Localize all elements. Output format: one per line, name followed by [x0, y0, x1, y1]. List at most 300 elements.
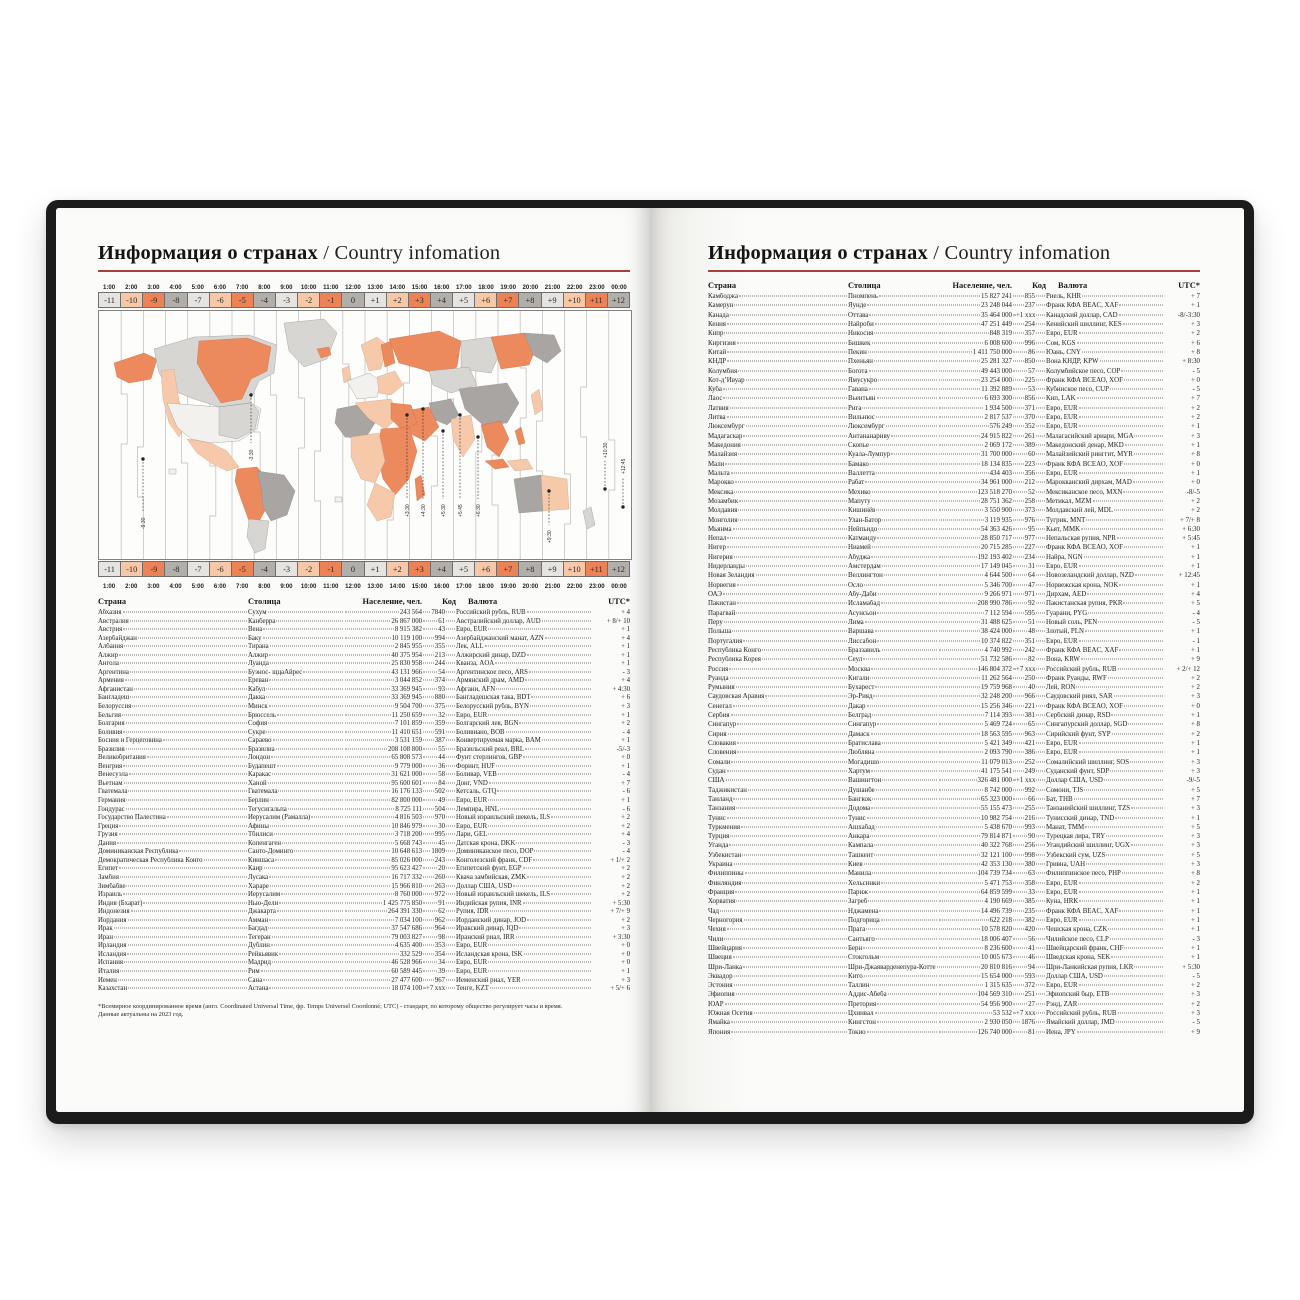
footnote	[98, 1003, 630, 1020]
table-row	[708, 386, 1200, 395]
dot-leader	[1036, 985, 1045, 986]
code-cell: 258	[1012, 498, 1046, 505]
country-cell: Малайзия	[708, 451, 848, 458]
capital-cell: Дублин	[248, 942, 344, 949]
dot-leader	[1077, 342, 1163, 343]
currency-cell: Швейцарский франк, CHF	[1046, 945, 1164, 952]
country-cell: Дания	[98, 840, 248, 847]
dot-leader	[939, 975, 980, 976]
dot-leader	[1036, 677, 1045, 678]
dot-leader	[939, 612, 984, 613]
dot-leader	[939, 370, 980, 371]
dot-leader	[446, 868, 455, 869]
time-label: 22:00	[566, 583, 583, 590]
dot-leader	[446, 782, 455, 783]
dot-leader	[1013, 687, 1027, 688]
utc-cell: - 5	[1192, 386, 1200, 394]
dot-leader	[1079, 743, 1163, 744]
offset-cell: +10	[563, 293, 585, 307]
dot-leader	[1036, 733, 1045, 734]
dot-leader	[738, 370, 847, 371]
currency-cell: Австралийский доллар, AUD	[456, 618, 592, 625]
dot-leader	[939, 361, 980, 362]
dot-leader	[423, 962, 437, 963]
code-cell: 39	[422, 968, 456, 975]
dot-leader	[939, 528, 980, 529]
capital-cell: Иерусалим (Рамалла)	[248, 814, 344, 821]
country-cell: Гондурас	[98, 806, 248, 813]
dot-leader	[877, 724, 937, 725]
currency-cell: Юань, CNY	[1046, 349, 1164, 356]
dot-leader	[872, 873, 937, 874]
dot-leader	[737, 752, 847, 753]
table-row	[98, 806, 630, 815]
capital-cell: Минск	[248, 703, 344, 710]
utc-cell: + 2	[1190, 1000, 1200, 1008]
dot-leader	[730, 407, 847, 408]
svg-text:+9:30: +9:30	[547, 530, 553, 543]
utc-cell: + 8/+ 10	[606, 617, 630, 625]
dot-leader	[1079, 882, 1163, 883]
dot-leader	[269, 680, 343, 681]
capital-cell: Тегеран	[248, 934, 344, 941]
offset-cell: -3	[275, 293, 297, 307]
dot-leader	[867, 1031, 937, 1032]
country-cell: Перу	[708, 619, 848, 626]
utc-cell: - 6	[622, 805, 630, 813]
code-cell: 58	[422, 771, 456, 778]
dot-leader	[727, 538, 847, 539]
dot-leader	[1082, 351, 1163, 352]
capital-cell: Антананариву	[848, 433, 938, 440]
code-cell: +7 xxx	[1012, 666, 1046, 673]
dot-leader	[263, 979, 343, 980]
dot-leader	[446, 663, 455, 664]
dot-leader	[939, 826, 983, 827]
population-cell: 10 374 822	[938, 638, 1012, 645]
dot-leader	[1036, 566, 1045, 567]
dot-leader	[423, 646, 434, 647]
currency-cell: Эфиопский быр, ETB	[1046, 991, 1164, 998]
country-cell: Боливия	[98, 729, 248, 736]
offset-cell: +9	[541, 562, 563, 576]
utc-cell: + 9	[1190, 656, 1200, 664]
dot-leader	[939, 798, 980, 799]
table-row	[708, 824, 1200, 833]
table-row	[708, 908, 1200, 917]
dot-leader	[1013, 929, 1024, 930]
currency-cell: Лемпира, HNL	[456, 806, 592, 813]
currency-cell: Конвертируемая марка, BAM	[456, 737, 592, 744]
population-cell: 19 759 968	[938, 684, 1012, 691]
capital-cell: Ханой	[248, 780, 344, 787]
dot-leader	[727, 817, 847, 818]
dot-leader	[875, 687, 937, 688]
time-label: 14:00	[389, 583, 406, 590]
dot-leader	[723, 594, 847, 595]
code-cell: 880	[422, 694, 456, 701]
dot-leader	[1036, 491, 1045, 492]
table-row	[708, 442, 1200, 451]
currency-cell: Малайзийский ринггит, MYR	[1046, 451, 1164, 458]
code-cell: 251	[1012, 991, 1046, 998]
country-cell: Гватемала	[98, 788, 248, 795]
time-label: 4:00	[169, 583, 182, 590]
population-cell: 126 740 000	[938, 1029, 1012, 1036]
capital-cell: Белград	[848, 712, 938, 719]
dot-leader	[138, 637, 247, 638]
dot-leader	[734, 556, 847, 557]
dot-leader	[727, 361, 847, 362]
offset-cell: -9	[142, 293, 164, 307]
dot-leader	[736, 994, 847, 995]
currency-cell: Евро, EUR	[1046, 740, 1164, 747]
dot-leader	[345, 851, 390, 852]
dot-leader	[488, 945, 591, 946]
capital-cell: Сукре	[248, 729, 344, 736]
dot-leader	[1013, 547, 1024, 548]
dot-leader	[939, 351, 972, 352]
currency-cell: Саудовский риял, SAR	[1046, 693, 1164, 700]
population-cell: 15 654 000	[938, 973, 1012, 980]
dot-leader	[733, 798, 847, 799]
dot-leader	[1085, 826, 1163, 827]
dot-leader	[1036, 854, 1045, 855]
capital-cell: Аддис-Абеба	[848, 991, 938, 998]
dot-leader	[446, 646, 455, 647]
utc-cell: + 0	[1190, 376, 1200, 384]
dot-leader	[446, 817, 455, 818]
dot-leader	[1013, 482, 1024, 483]
population-cell: 2 930 050	[938, 1019, 1012, 1026]
dot-leader	[869, 370, 937, 371]
dot-leader	[865, 621, 937, 622]
dot-leader	[1013, 938, 1027, 939]
page-title-en: / Country infomation	[933, 242, 1111, 264]
country-cell: Греция	[98, 823, 248, 830]
dot-leader	[1013, 575, 1027, 576]
capital-cell: Пхеньян	[848, 358, 938, 365]
code-cell: 54	[422, 669, 456, 676]
dot-leader	[1134, 435, 1163, 436]
dot-leader	[527, 919, 591, 920]
code-cell: 995	[422, 831, 456, 838]
dot-leader	[1119, 910, 1163, 911]
dot-leader	[765, 696, 847, 697]
country-cell: Швеция	[708, 954, 848, 961]
dot-leader	[939, 389, 980, 390]
currency-cell: Франк КФА BEAC, XAF	[1046, 908, 1164, 915]
capital-cell: Берн	[848, 945, 938, 952]
utc-cell: + 2	[621, 720, 630, 728]
dot-leader	[1036, 463, 1045, 464]
dot-leader	[516, 936, 592, 937]
dot-leader	[446, 731, 455, 732]
code-cell: 260	[422, 874, 456, 881]
time-label: 12:00	[345, 583, 361, 590]
dot-leader	[1013, 743, 1024, 744]
dot-leader	[345, 714, 391, 715]
time-label: 23:00	[589, 583, 605, 590]
dot-leader	[939, 603, 977, 604]
currency-cell: Малагасийский ариари, MGA	[1046, 433, 1164, 440]
table-row	[708, 638, 1200, 647]
country-cell: Канада	[708, 312, 848, 319]
dot-leader	[345, 979, 390, 980]
utc-cell: + 1/+ 2	[610, 856, 630, 864]
dot-leader	[864, 975, 937, 976]
dot-leader	[939, 817, 980, 818]
table-row	[98, 840, 630, 849]
code-cell: 93	[422, 686, 456, 693]
code-cell: 385	[1012, 898, 1046, 905]
time-label: 5:00	[191, 284, 204, 291]
time-label: 2:00	[125, 583, 138, 590]
currency-cell: Турецкая лира, TRY	[1046, 833, 1164, 840]
population-cell: 65 323 000	[938, 796, 1012, 803]
currency-cell: Евро, EUR	[456, 942, 592, 949]
currency-cell: Тенге, KZT	[456, 985, 592, 992]
dot-leader	[868, 901, 937, 902]
dot-leader	[1079, 407, 1163, 408]
utc-cell: + 1	[1190, 628, 1200, 636]
utc-cell: + 8	[1190, 870, 1200, 878]
utc-cell: - 4	[622, 728, 630, 736]
table-row	[708, 964, 1200, 973]
capital-cell: Лондон	[248, 754, 344, 761]
table-row	[708, 619, 1200, 628]
dot-leader	[1013, 566, 1027, 567]
capital-cell: Абуджа	[848, 554, 938, 561]
offset-cell: +3	[408, 562, 430, 576]
currency-cell: Куна, HRK	[1046, 898, 1164, 905]
dot-leader	[545, 637, 591, 638]
dot-leader	[1122, 873, 1163, 874]
dot-leader	[1013, 631, 1027, 632]
dot-leader	[270, 885, 343, 886]
dot-leader	[488, 962, 591, 963]
dot-leader	[490, 911, 591, 912]
dot-leader	[1036, 696, 1045, 697]
dot-leader	[294, 851, 343, 852]
capital-cell: Тирана	[248, 643, 344, 650]
dot-leader	[1036, 761, 1045, 762]
table-row	[98, 942, 630, 951]
table-row	[98, 900, 630, 909]
dot-leader	[872, 798, 937, 799]
time-label: 9:00	[280, 284, 293, 291]
currency-cell: Франк КФА ВСЕАО, XOF	[1046, 461, 1164, 468]
population-cell: 208 108 800	[344, 746, 422, 753]
utc-cell: - 4	[1192, 609, 1200, 617]
dot-leader	[423, 654, 434, 655]
currency-cell: Сингапурский доллар, SGD	[1046, 721, 1164, 728]
table-header-row	[708, 281, 1200, 290]
utc-cell: -9/-5	[1186, 777, 1200, 785]
code-cell: 263	[422, 883, 456, 890]
capital-cell: Лусака	[248, 874, 344, 881]
dot-leader	[727, 770, 847, 771]
table-row	[98, 720, 630, 729]
dot-leader	[939, 873, 977, 874]
table-row	[98, 959, 630, 968]
offset-cell: -3	[275, 562, 297, 576]
table-row	[98, 712, 630, 721]
table-row	[98, 780, 630, 789]
dot-leader	[724, 938, 847, 939]
dot-leader	[878, 594, 937, 595]
dot-leader	[728, 733, 847, 734]
capital-cell: Богота	[848, 368, 938, 375]
capital-cell: Тбилиси	[248, 831, 344, 838]
code-cell: 62	[422, 908, 456, 915]
dot-leader	[497, 791, 591, 792]
country-cell: Китай	[708, 349, 848, 356]
population-cell: 11 410 651	[344, 729, 422, 736]
dot-leader	[1135, 575, 1163, 576]
utc-cell: + 2	[621, 814, 630, 822]
utc-cell: - 1	[1192, 637, 1200, 645]
code-cell: 242	[1012, 647, 1046, 654]
dot-leader	[423, 680, 434, 681]
currency-cell: Узбекский сум, UZS	[1046, 852, 1164, 859]
dot-leader	[488, 834, 591, 835]
dot-leader	[179, 851, 247, 852]
currency-cell: Российский рубль, RUB	[456, 609, 592, 616]
dot-leader	[1013, 715, 1024, 716]
utc-cell: + 1	[1190, 553, 1200, 561]
page-title	[98, 242, 630, 265]
currency-cell: Злотый, PLN	[1046, 628, 1164, 635]
code-cell: 250	[1012, 675, 1046, 682]
dot-leader	[345, 953, 399, 954]
utc-cell: + 3	[1190, 1010, 1200, 1018]
dot-leader	[127, 953, 247, 954]
dot-leader	[446, 654, 455, 655]
table-row	[708, 787, 1200, 796]
code-cell: 81	[1012, 1029, 1046, 1036]
capital-cell: Таллин	[848, 982, 938, 989]
dot-leader	[423, 671, 437, 672]
footnote-line2: Данные актуальны на 2023 год.	[98, 1011, 184, 1019]
dot-leader	[1036, 687, 1045, 688]
currency-cell: Азербайджанский манат, AZN	[456, 635, 592, 642]
dot-leader	[1036, 454, 1045, 455]
time-label: 23:00	[589, 284, 605, 291]
dot-leader	[739, 500, 847, 501]
page-title-ru: Информация о странах	[98, 242, 318, 264]
dot-leader	[736, 612, 847, 613]
population-cell: 11 392 889	[938, 386, 1012, 393]
dot-leader	[877, 612, 937, 613]
table-row	[98, 660, 630, 669]
dot-leader	[939, 929, 980, 930]
country-cell: Таиланд	[708, 796, 848, 803]
dot-leader	[271, 757, 343, 758]
currency-cell: Тугрик, MNT	[1046, 517, 1164, 524]
dot-leader	[551, 817, 591, 818]
country-cell: Чили	[708, 936, 848, 943]
country-cell: Индонезия	[98, 908, 248, 915]
country-cell: Киргизия	[708, 340, 848, 347]
table-row	[708, 936, 1200, 945]
dot-leader	[875, 1013, 937, 1014]
dot-leader	[345, 868, 390, 869]
population-cell: 5 438 670	[938, 824, 1012, 831]
capital-cell: Нджамена	[848, 908, 938, 915]
capital-cell: Загреб	[848, 898, 938, 905]
dot-leader	[423, 791, 434, 792]
dot-leader	[1036, 1022, 1045, 1023]
dot-leader	[1013, 649, 1024, 650]
table-row	[98, 951, 630, 960]
dot-leader	[891, 435, 937, 436]
utc-cell: -5/-3	[616, 745, 630, 753]
offset-cell: +2	[386, 562, 408, 576]
table-row	[98, 883, 630, 892]
dot-leader	[735, 482, 847, 483]
dot-leader	[1013, 919, 1024, 920]
dot-leader	[1125, 445, 1163, 446]
dot-leader	[1084, 556, 1163, 557]
code-cell: 375	[422, 703, 456, 710]
dot-leader	[732, 631, 847, 632]
code-cell: 855	[1012, 293, 1046, 300]
offset-cell: 0	[341, 293, 363, 307]
dot-leader	[939, 985, 983, 986]
dot-leader	[1087, 594, 1163, 595]
code-cell: 47	[1012, 582, 1046, 589]
dot-leader	[1106, 836, 1163, 837]
currency-cell: Чешская крона, CZK	[1046, 926, 1164, 933]
dot-leader	[730, 677, 848, 678]
dot-leader	[1013, 333, 1024, 334]
capital-cell: Баку	[248, 635, 344, 642]
dot-leader	[869, 389, 937, 390]
utc-cell: + 1	[1190, 563, 1200, 571]
capital-cell: Кингстон	[848, 1019, 938, 1026]
code-cell: 20	[422, 865, 456, 872]
dot-leader	[446, 834, 455, 835]
table-row	[708, 768, 1200, 777]
utc-cell: + 1	[1190, 646, 1200, 654]
dot-leader	[873, 696, 937, 697]
code-cell: 94	[1012, 964, 1046, 971]
country-table-right	[708, 293, 1200, 1038]
dot-leader	[1036, 417, 1045, 418]
currency-cell: Филиппинское песо, PHP	[1046, 870, 1164, 877]
dot-leader	[423, 928, 434, 929]
dot-leader	[124, 962, 247, 963]
currency-cell: Бразильский реал, BRL	[456, 746, 592, 753]
dot-leader	[937, 966, 938, 967]
dot-leader	[488, 800, 591, 801]
capital-cell: София	[248, 720, 344, 727]
currency-cell: Франк Руанды, RWF	[1046, 675, 1164, 682]
code-cell: 993	[1012, 824, 1046, 831]
currency-cell: Доллар США, USD	[1046, 777, 1164, 784]
time-label: 12:00	[345, 284, 361, 291]
utc-cell: + 3	[621, 925, 630, 933]
dot-leader	[939, 463, 980, 464]
dot-leader	[345, 919, 394, 920]
utc-cell: + 2	[621, 891, 630, 899]
utc-cell: + 0	[1190, 479, 1200, 487]
dot-leader	[865, 482, 937, 483]
code-cell: 49	[422, 797, 456, 804]
dot-leader	[523, 757, 591, 758]
col-capital: Столица	[248, 597, 281, 606]
